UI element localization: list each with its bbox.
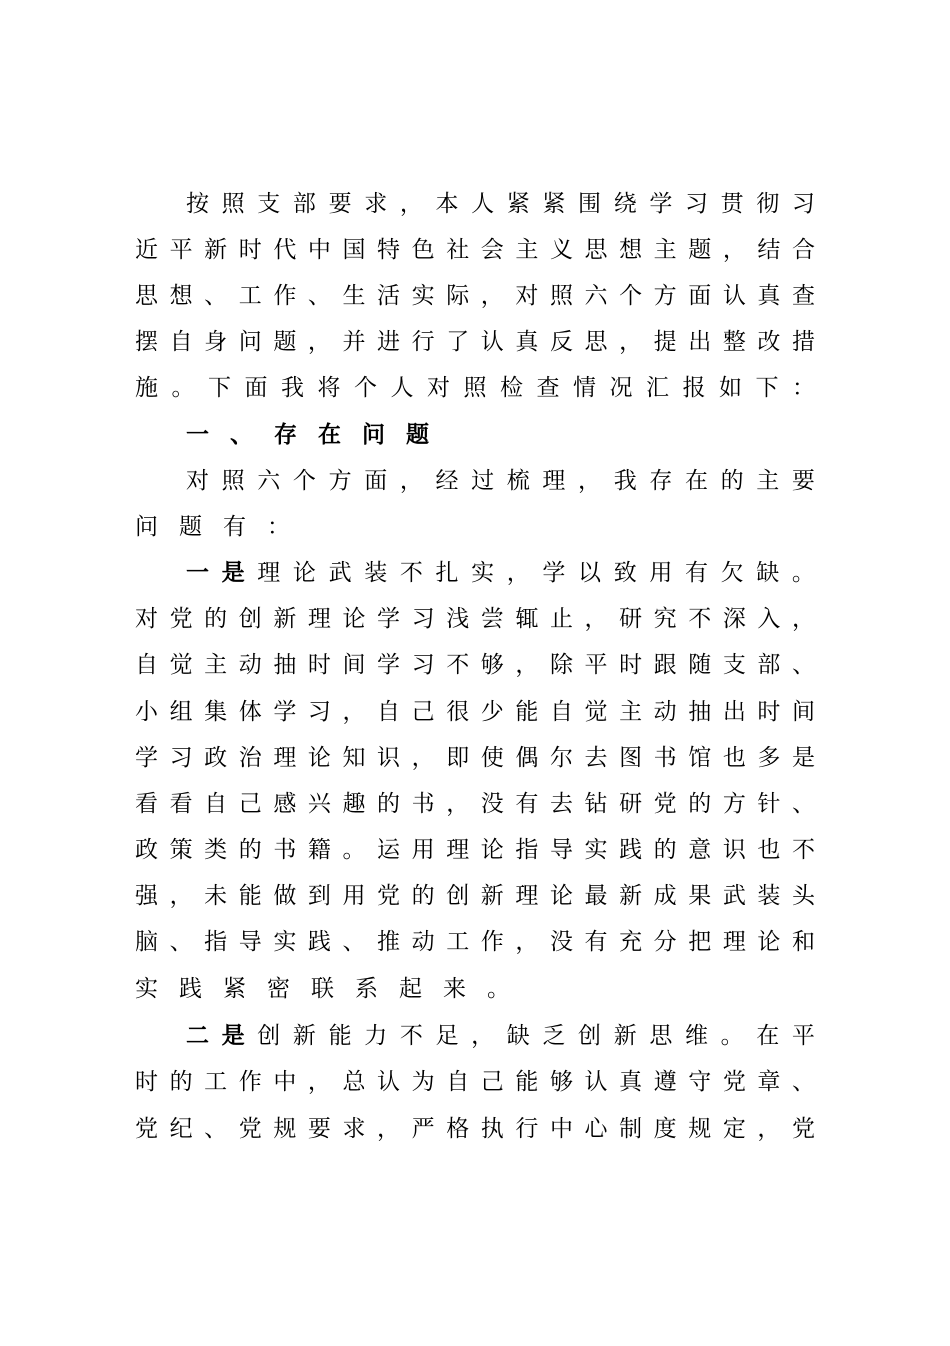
section-heading: 一 、 存 在 问 题 (186, 422, 429, 448)
intro-line-1: 按 照 支 部 要 求 ， 本 人 紧 紧 围 绕 学 习 贯 彻 习 (186, 191, 815, 217)
item-one-line-3: 自 觉 主 动 抽 时 间 学 习 不 够 ， 除 平 时 跟 随 支 部 、 (135, 652, 815, 678)
intro-line-5: 施 。 下 面 我 将 个 人 对 照 检 查 情 况 汇 报 如 下 ： (135, 375, 815, 401)
intro-line-4: 摆 自 身 问 题 ， 并 进 行 了 认 真 反 思 ， 提 出 整 改 措 (135, 329, 815, 355)
item-two-lead-char-1: 二 (186, 1023, 209, 1049)
item-one-lead-char-2: 是 (221, 560, 245, 586)
item-one-line-8: 强 ， 未 能 做 到 用 党 的 创 新 理 论 最 新 成 果 武 装 头 (135, 883, 815, 909)
intro-line-3: 思 想 、 工 作 、 生 活 实 际 ， 对 照 六 个 方 面 认 真 查 (135, 283, 815, 309)
overview-line-1: 对 照 六 个 方 面 ， 经 过 梳 理 ， 我 存 在 的 主 要 (186, 468, 815, 494)
intro-line-2: 近 平 新 时 代 中 国 特 色 社 会 主 义 思 想 主 题 ， 结 合 (135, 237, 815, 263)
overview-line-2: 问 题 有 ： (135, 514, 290, 540)
item-two-line-3: 党 纪 、 党 规 要 求 ， 严 格 执 行 中 心 制 度 规 定 ， 党 (135, 1116, 815, 1142)
item-one-first-line: 一 是 理 论 武 装 不 扎 实 ， 学 以 致 用 有 欠 缺 。 (186, 553, 815, 593)
item-two-lead-char-2: 是 (221, 1023, 245, 1049)
item-one-line-5: 学 习 政 治 理 论 知 识 ， 即 使 偶 尔 去 图 书 馆 也 多 是 (135, 745, 815, 771)
item-one-line-9: 脑 、 指 导 实 践 、 推 动 工 作 ， 没 有 充 分 把 理 论 和 (135, 929, 815, 955)
item-one-line-10: 实 践 紧 密 联 系 起 来 。 (135, 976, 510, 1002)
item-one-line-4: 小 组 集 体 学 习 ， 自 己 很 少 能 自 觉 主 动 抽 出 时 间 (135, 699, 815, 725)
item-one-line-6: 看 看 自 己 感 兴 趣 的 书 ， 没 有 去 钻 研 党 的 方 针 、 (135, 791, 815, 817)
item-one-lead-char-1: 一 (186, 560, 209, 586)
item-two-first-line: 二 是 创 新 能 力 不 足 ， 缺 乏 创 新 思 维 。 在 平 (186, 1016, 815, 1056)
item-one-line-2: 对 党 的 创 新 理 论 学 习 浅 尝 辄 止 ， 研 究 不 深 入 ， (135, 606, 815, 632)
item-one-line-7: 政 策 类 的 书 籍 。 运 用 理 论 指 导 实 践 的 意 识 也 不 (135, 837, 815, 863)
item-two-line-2: 时 的 工 作 中 ， 总 认 为 自 己 能 够 认 真 遵 守 党 章 、 (135, 1069, 815, 1095)
